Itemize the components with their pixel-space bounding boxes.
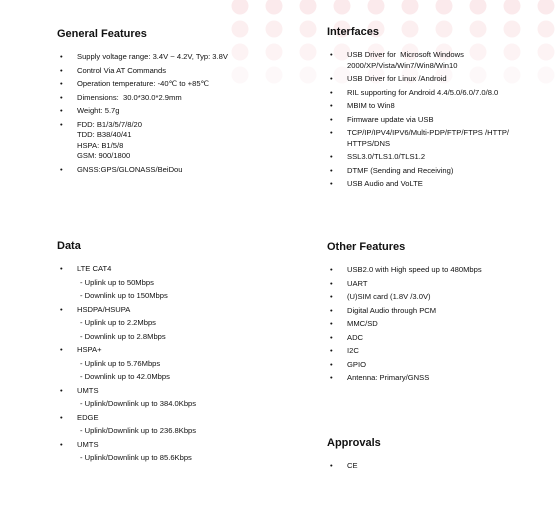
list-item-text: • EDGE <box>77 412 99 422</box>
list-item-detail: - Downlink up to 150Mbps <box>80 291 168 300</box>
list-item <box>57 305 297 343</box>
list-item-text: • UART <box>347 278 368 288</box>
general-features-heading: General Features <box>57 28 147 40</box>
other-features-section <box>327 241 552 387</box>
list-item-text: • Digital Audio through PCM <box>347 305 437 315</box>
other-features-heading: Other Features <box>327 241 406 253</box>
list-item-text: • RIL supporting for Android 4.4/5.0/6.0/7.0/8.0 <box>347 87 499 97</box>
list-item-text: • Supply voltage range: 3.4V ~ 4.2V, Typ: 3.8V <box>77 52 228 61</box>
data-list <box>57 264 297 464</box>
list-item-detail: - Uplink/Downlink up to 384.0Kbps <box>80 399 197 408</box>
decorative-dot <box>402 0 419 15</box>
list-item-text: TDD: B38/40/41 <box>77 130 132 139</box>
list-item <box>57 264 297 302</box>
list-item-text: 2000/XP/Vista/Win7/Win8/Win10 <box>347 60 458 70</box>
general-features-list <box>57 52 297 175</box>
list-item-detail: - Uplink/Downlink up to 85.6Kbps <box>80 453 192 462</box>
list-item-text: • SSL3.0/TLS1.0/TLS1.2 <box>347 152 426 161</box>
list-item <box>327 360 552 371</box>
list-item-text: • FDD: B1/3/5/7/8/20 <box>77 119 143 129</box>
list-item <box>327 292 552 303</box>
data-heading: Data <box>57 240 81 252</box>
decorative-dot <box>504 0 521 15</box>
decorative-dot <box>300 44 317 61</box>
decorative-dot <box>300 21 317 38</box>
approvals-section <box>327 437 552 475</box>
list-item <box>57 52 297 63</box>
list-item-text: • USB2.0 with High speed up to 480Mbps <box>347 265 482 274</box>
interfaces-section <box>327 26 552 193</box>
list-item-text: • Control Via AT Commands <box>77 65 167 75</box>
list-item <box>57 165 297 176</box>
list-item <box>327 128 552 149</box>
list-item-text: GSM: 900/1800 <box>77 151 131 160</box>
list-item-text: • Dimensions: 30.0*30.0*2.9mm <box>77 92 182 102</box>
other-features-list <box>327 265 552 384</box>
list-item-detail: - Uplink/Downlink up to 236.8Kbps <box>80 426 197 435</box>
list-item <box>57 93 297 104</box>
list-item <box>57 120 297 162</box>
list-item-text: • Firmware update via USB <box>347 114 434 124</box>
list-item <box>327 333 552 344</box>
decorative-dot <box>334 0 351 15</box>
list-item <box>327 319 552 330</box>
list-item <box>327 152 552 163</box>
list-item <box>327 373 552 384</box>
list-item <box>57 79 297 90</box>
decorative-dot <box>436 0 453 15</box>
list-item-text: • TCP/IP/IPV4/IPV6/Multi-PDP/FTP/FTPS /HTTP/ <box>347 128 510 137</box>
approvals-heading: Approvals <box>327 437 381 449</box>
list-item-text: • ADC <box>347 332 364 342</box>
list-item <box>57 66 297 77</box>
list-item-text: • I2C <box>347 346 359 355</box>
list-item-text: • DTMF (Sending and Receiving) <box>347 165 454 175</box>
decorative-dot <box>300 0 317 15</box>
list-item <box>57 413 297 437</box>
list-item <box>327 346 552 357</box>
decorative-dot <box>266 0 283 15</box>
list-item-text: • USB Driver for Microsoft Windows <box>347 50 464 59</box>
list-item <box>327 88 552 99</box>
list-item-text: • HSPA+ <box>77 345 102 354</box>
interfaces-list <box>327 50 552 190</box>
list-item-text: • USB Audio and VoLTE <box>347 179 423 188</box>
list-item <box>327 279 552 290</box>
list-item-detail: - Uplink up to 50Mbps <box>80 277 154 287</box>
list-item <box>327 461 552 472</box>
list-item-detail: - Downlink up to 42.0Mbps <box>80 372 170 381</box>
list-item-detail: - Uplink up to 2.2Mbps <box>80 318 156 327</box>
list-item <box>327 265 552 276</box>
decorative-dot <box>368 0 385 15</box>
list-item <box>327 166 552 177</box>
list-item-text: • HSDPA/HSUPA <box>77 304 131 314</box>
decorative-dot <box>232 0 249 15</box>
list-item <box>327 74 552 85</box>
decorative-dot <box>538 0 555 15</box>
list-item-text: • Operation temperature: -40℃ to +85℃ <box>77 79 210 88</box>
list-item <box>327 179 552 190</box>
list-item <box>57 440 297 464</box>
list-item <box>57 386 297 410</box>
list-item-text: • CE <box>347 461 358 470</box>
list-item <box>327 50 552 71</box>
list-item <box>327 101 552 112</box>
list-item-text: • Weight: 5.7g <box>77 106 120 115</box>
list-item-text: • MBIM to Win8 <box>347 101 395 110</box>
interfaces-heading: Interfaces <box>327 26 379 38</box>
list-item <box>57 345 297 383</box>
list-item <box>327 306 552 317</box>
general-features-section <box>57 28 297 178</box>
list-item-text: • (U)SIM card (1.8V /3.0V) <box>347 292 431 301</box>
list-item-text: HTTPS/DNS <box>347 138 391 148</box>
list-item-text: • Antenna: Primary/GNSS <box>347 373 430 382</box>
list-item-text: HSPA: B1/5/8 <box>77 140 124 150</box>
list-item-detail: - Uplink up to 5.76Mbps <box>80 358 161 368</box>
list-item-text: • GPIO <box>347 359 366 369</box>
list-item-text: • GNSS:GPS/GLONASS/BeiDou <box>77 164 183 174</box>
list-item <box>327 115 552 126</box>
decorative-dot <box>300 67 317 84</box>
data-section <box>57 240 297 467</box>
list-item-detail: - Downlink up to 2.8Mbps <box>80 331 166 341</box>
list-item-text: • USB Driver for Linux /Android <box>347 74 447 83</box>
decorative-dot <box>470 0 487 15</box>
list-item-text: • MMC/SD <box>347 319 378 328</box>
list-item-text: • UMTS <box>77 439 99 449</box>
list-item <box>57 106 297 117</box>
approvals-list <box>327 461 552 472</box>
list-item-text: • UMTS <box>77 385 99 395</box>
list-item-text: • LTE CAT4 <box>77 264 112 273</box>
